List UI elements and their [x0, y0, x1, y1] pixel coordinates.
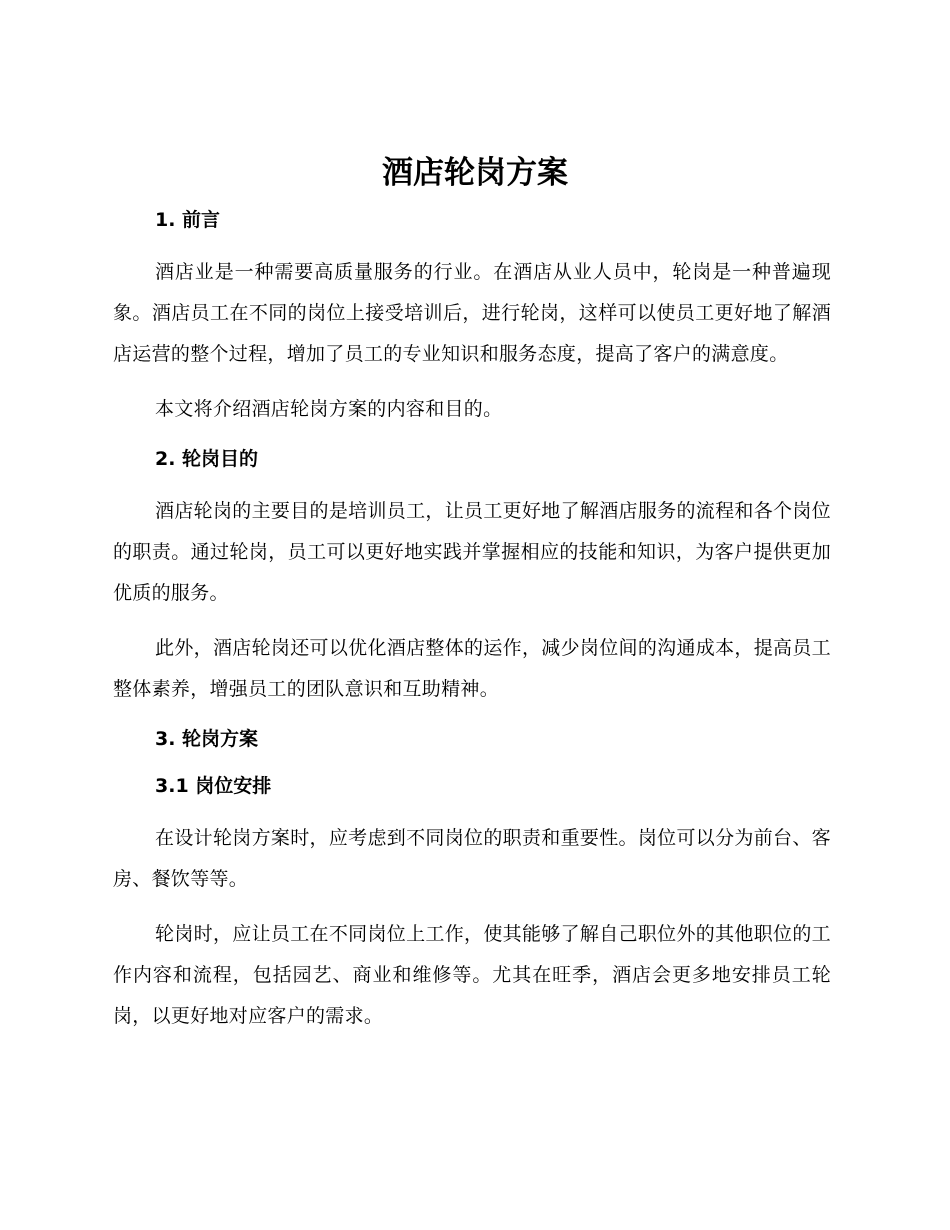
- paragraph-positions-1: 在设计轮岗方案时，应考虑到不同岗位的职责和重要性。岗位可以分为前台、客房、餐饮等等。: [113, 827, 831, 890]
- document-body: [113, 205, 831, 1051]
- subsection-heading-positions: 3.1 岗位安排: [155, 775, 272, 797]
- paragraph-purpose-1: 酒店轮岗的主要目的是培训员工，让员工更好地了解酒店服务的流程和各个岗位的职责。通过轮岗，员工可以更好地实践并掌握相应的技能和知识，为客户提供更加优质的服务。: [113, 500, 831, 604]
- paragraph-preface-2: 本文将介绍酒店轮岗方案的内容和目的。: [155, 398, 503, 420]
- document-title: 酒店轮岗方案: [382, 155, 568, 191]
- paragraph-preface-1: 酒店业是一种需要高质量服务的行业。在酒店从业人员中，轮岗是一种普遍现象。酒店员工在不同的岗位上接受培训后，进行轮岗，这样可以使员工更好地了解酒店运营的整个过程，增加了员工的专业知识和服务态度，提高了客户的满意度。: [113, 261, 831, 365]
- paragraph-purpose-2: 此外，酒店轮岗还可以优化酒店整体的运作，减少岗位间的沟通成本，提高员工整体素养，增强员工的团队意识和互助精神。: [113, 637, 831, 700]
- paragraph-positions-2: 轮岗时，应让员工在不同岗位上工作，使其能够了解自己职位外的其他职位的工作内容和流程，包括园艺、商业和维修等。尤其在旺季，酒店会更多地安排员工轮岗，以更好地对应客户的需求。: [113, 923, 831, 1027]
- section-heading-purpose: 2. 轮岗目的: [155, 448, 259, 470]
- section-heading-plan: 3. 轮岗方案: [155, 728, 259, 750]
- section-heading-preface: 1. 前言: [155, 209, 221, 231]
